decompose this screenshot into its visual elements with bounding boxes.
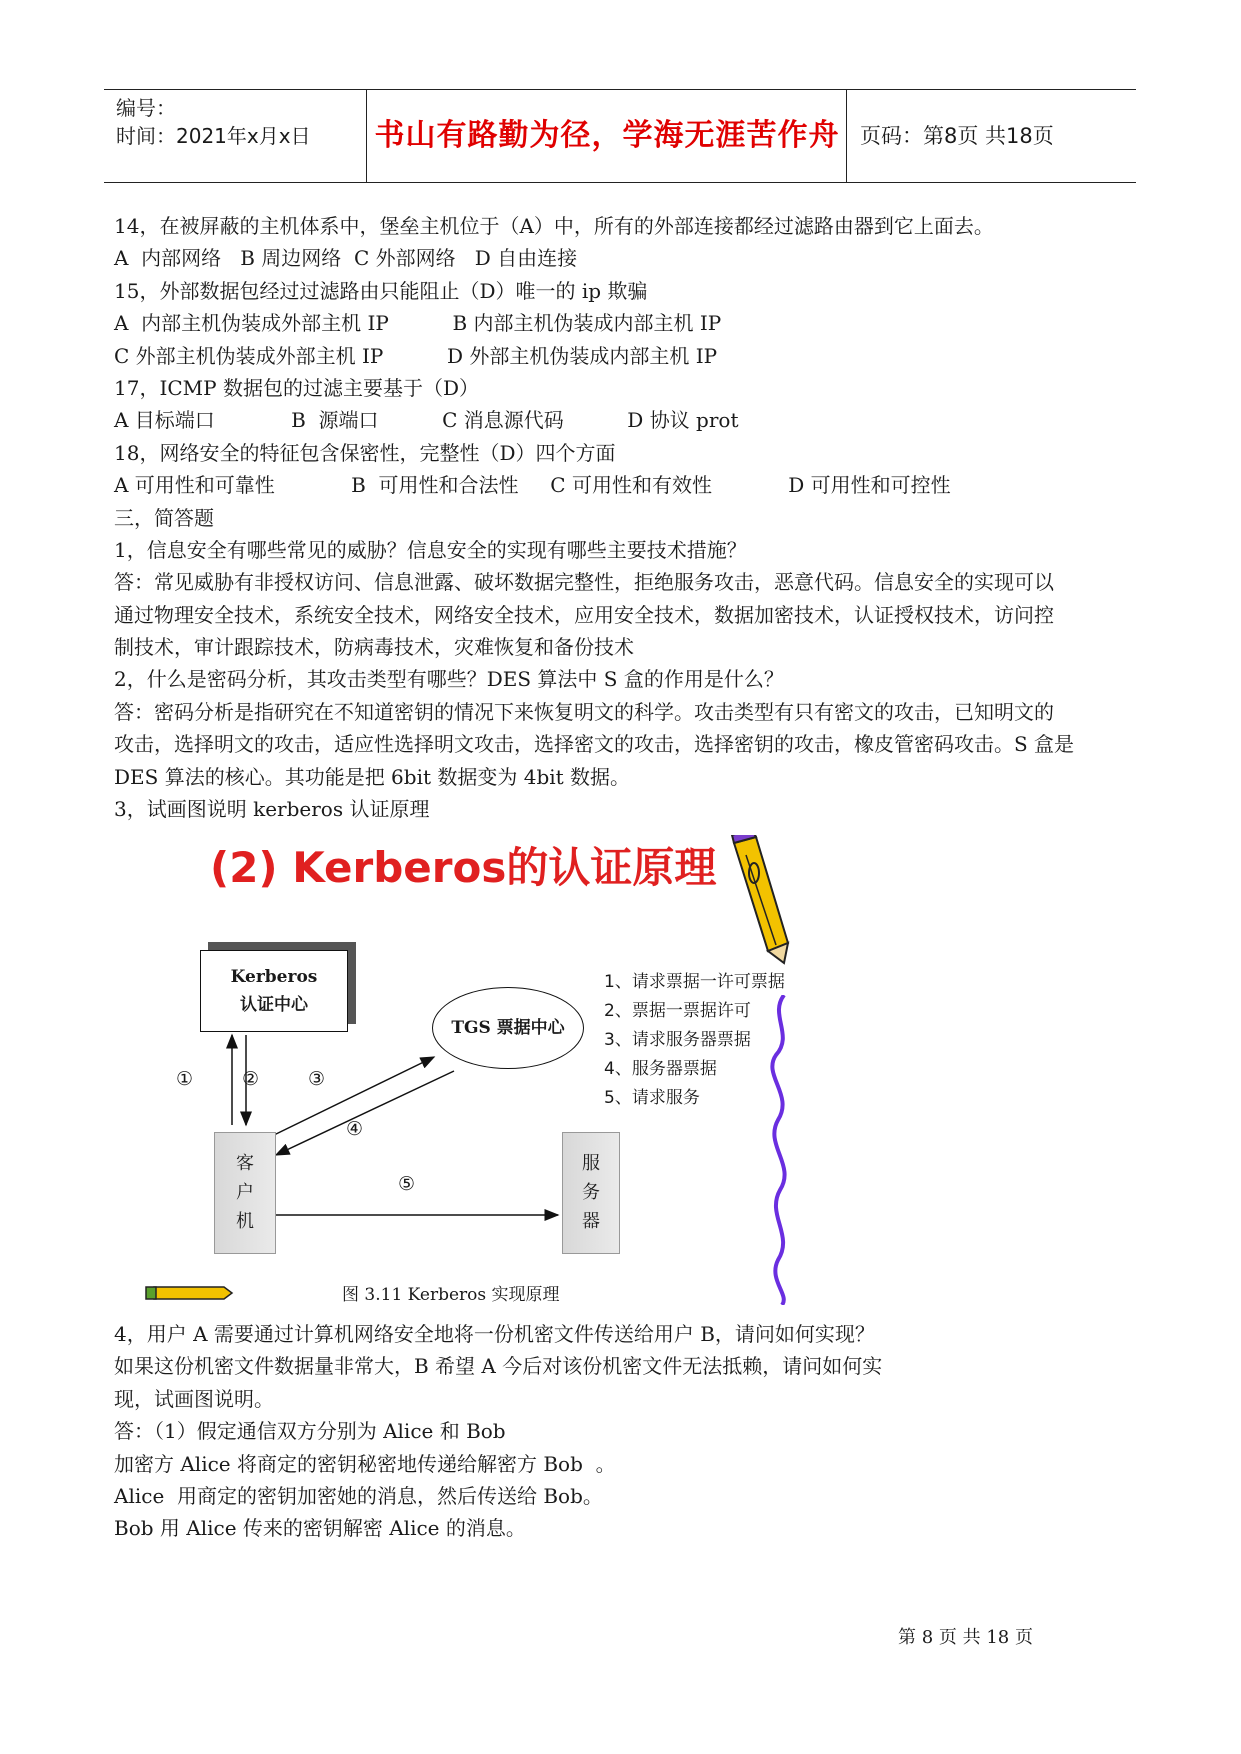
time-label: 时间：2021年x月x日 [116, 124, 311, 148]
text-line: C 外部主机伪装成外部主机 IP D 外部主机伪装成内部主机 IP [114, 343, 718, 368]
text-line: A 内部主机伪装成外部主机 IP B 内部主机伪装成内部主机 IP [114, 311, 722, 336]
kerberos-figure [114, 835, 804, 1310]
server-block [562, 1132, 620, 1254]
text-line: 3，试画图说明 kerberos 认证原理 [114, 797, 430, 822]
text-line: A 可用性和可靠性 B 可用性和合法性 C 可用性和有效性 D 可用性和可控性 [114, 473, 951, 498]
text-line: 15，外部数据包经过过滤路由只能阻止（D）唯一的 ip 欺骗 [114, 278, 648, 303]
step-label-4: ④ [346, 1118, 364, 1140]
server-char: 服 [582, 1153, 600, 1174]
text-line: 如果这份机密文件数据量非常大，B 希望 A 今后对该份机密文件无法抵赖，请问如何实 [114, 1354, 883, 1379]
server-char: 器 [582, 1211, 600, 1232]
step-label-1: ① [176, 1068, 194, 1090]
figure-legend [604, 968, 785, 1113]
step-label-3: ③ [308, 1068, 326, 1090]
client-char: 机 [236, 1211, 254, 1232]
text-line: 1，信息安全有哪些常见的威胁？信息安全的实现有哪些主要技术措施？ [114, 537, 747, 562]
page-header [104, 89, 1136, 183]
text-line: Alice 用商定的密钥加密她的消息，然后传送给 Bob。 [114, 1483, 603, 1508]
legend-item: 2、票据一票据许可 [604, 1001, 751, 1021]
header-page-label: 页码：第8页 共18页 [860, 124, 1054, 148]
text-line: 答：（1）假定通信双方分别为 Alice 和 Bob [114, 1419, 506, 1444]
step-label-2: ② [242, 1068, 260, 1090]
text-line: 17，ICMP 数据包的过滤主要基于（D） [114, 375, 479, 400]
section-heading: 三，简答题 [114, 505, 214, 530]
text-line: 现，试画图说明。 [114, 1386, 274, 1411]
text-line: Bob 用 Alice 传来的密钥解密 Alice 的消息。 [114, 1516, 526, 1541]
legend-item: 4、服务器票据 [604, 1059, 717, 1079]
client-char: 客 [236, 1153, 254, 1174]
text-line: 制技术，审计跟踪技术，防病毒技术，灾难恢复和备份技术 [114, 635, 634, 660]
figure-title: (2) Kerberos的认证原理 [210, 843, 717, 892]
text-line: 2，什么是密码分析，其攻击类型有哪些？DES 算法中 S 盒的作用是什么？ [114, 667, 784, 692]
tgs-ellipse: TGS 票据中心 [432, 987, 584, 1069]
text-line: 加密方 Alice 将商定的密钥秘密地传递给解密方 Bob 。 [114, 1451, 616, 1476]
figure-caption: 图 3.11 Kerberos 实现原理 [342, 1285, 560, 1305]
text-line: 通过物理安全技术，系统安全技术，网络安全技术，应用安全技术，数据加密技术，认证授权技术，访问控 [114, 602, 1054, 627]
legend-item: 3、请求服务器票据 [604, 1030, 751, 1050]
text-line: 攻击，选择明文的攻击，适应性选择明文攻击，选择密文的攻击，选择密钥的攻击，橡皮管密码攻击。S 盒是 [114, 732, 1075, 757]
text-line: 答：密码分析是指研究在不知道密钥的情况下来恢复明文的科学。攻击类型有只有密文的攻击，已知明文的 [114, 699, 1054, 724]
kdc-label-line1: Kerberos [230, 967, 318, 987]
header-info-cell [104, 90, 367, 182]
server-char: 务 [582, 1182, 600, 1203]
text-line: A 目标端口 B 源端口 C 消息源代码 D 协议 prot [114, 408, 739, 433]
step-label-5: ⑤ [398, 1173, 416, 1195]
client-char: 户 [236, 1182, 254, 1203]
text-line: DES 算法的核心。其功能是把 6bit 数据变为 4bit 数据。 [114, 764, 631, 789]
text-line: 答：常见威胁有非授权访问、信息泄露、破坏数据完整性，拒绝服务攻击，恶意代码。信息安全的实现可以 [114, 570, 1054, 595]
text-line: 4，用户 A 需要通过计算机网络安全地将一份机密文件传送给用户 B，请问如何实现？ [114, 1322, 875, 1346]
number-label: 编号： [116, 96, 176, 120]
legend-item: 1、请求票据一许可票据 [604, 972, 785, 992]
text-line: 18，网络安全的特征包含保密性，完整性（D）四个方面 [114, 440, 616, 465]
text-line: 14，在被屏蔽的主机体系中，堡垒主机位于（A）中，所有的外部连接都经过滤路由器到它上面去。 [114, 214, 994, 238]
text-line: A 内部网络 B 周边网络 C 外部网络 D 自由连接 [114, 246, 578, 271]
kdc-label-line2: 认证中心 [240, 995, 308, 1015]
header-motto: 书山有路勤为径，学海无涯苦作舟 [368, 90, 847, 182]
client-block [214, 1132, 276, 1254]
document-body-continued [114, 1318, 1154, 1545]
legend-item: 5、请求服务 [604, 1088, 700, 1108]
document-body [114, 210, 1154, 825]
page-footer: 第 8 页 共 18 页 [898, 1627, 1033, 1648]
